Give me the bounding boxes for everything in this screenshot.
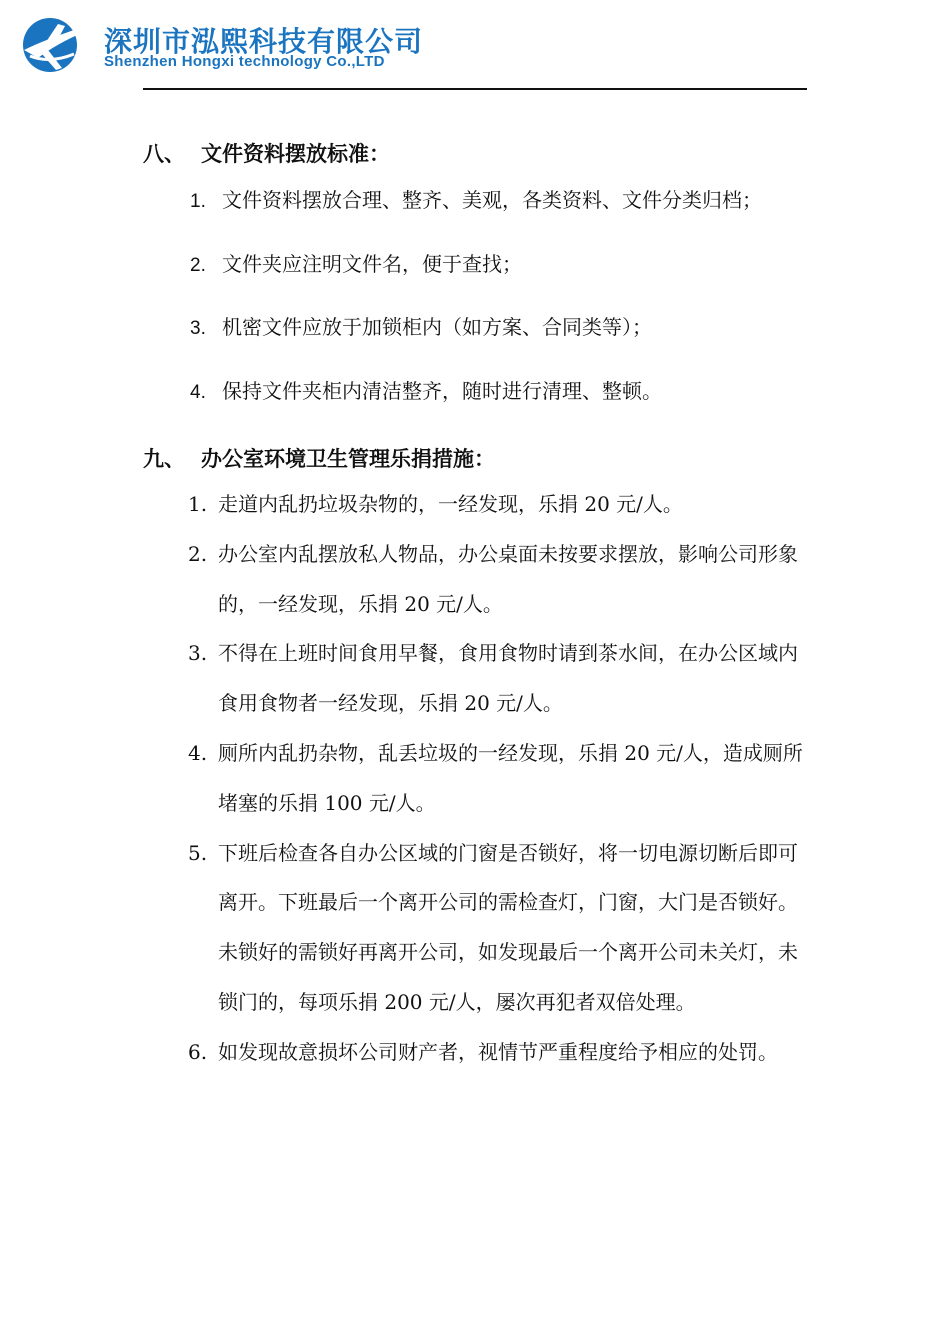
list-item-index: 4. [190, 381, 206, 403]
section-8-heading [143, 138, 390, 168]
list-item-index: 2. [188, 541, 208, 566]
section-8-number: 八、 [143, 142, 185, 166]
list-item-text: 如发现故意损坏公司财产者，视情节严重程度给予相应的处罚。 [218, 1039, 778, 1064]
list-item [188, 480, 808, 530]
list-item-index: 5. [188, 840, 208, 865]
list-item-index: 1. [188, 492, 208, 516]
section-9-heading [143, 443, 495, 473]
list-item-index: 4. [188, 740, 208, 765]
section-9-number: 九、 [143, 447, 185, 471]
section-9-list [188, 480, 808, 1078]
list-item [190, 373, 830, 437]
company-name-cn: 深圳市泓熙科技有限公司 [104, 25, 424, 58]
list-item-text: 保持文件夹柜内清洁整齐，随时进行清理、整顿。 [222, 378, 662, 403]
company-name-en: Shenzhen Hongxi technology Co.,LTD [104, 53, 385, 70]
list-item-index: 6. [188, 1039, 208, 1064]
list-item-index: 1. [190, 191, 206, 212]
section-8-title: 文件资料摆放标准： [201, 142, 390, 166]
list-item [188, 629, 808, 729]
list-item [188, 530, 808, 630]
list-item-text: 文件资料摆放合理、整齐、美观，各类资料、文件分类归档； [222, 188, 762, 212]
document-header [14, 14, 814, 84]
list-item-text: 厕所内乱扔杂物，乱丢垃圾的一经发现，乐捐 20 元/人，造成厕所堵塞的乐捐 100 元/人。 [218, 740, 803, 815]
airplane-globe-logo [14, 14, 86, 74]
list-item [188, 1028, 808, 1078]
list-item-index: 3. [190, 318, 206, 339]
list-item-index: 2. [190, 254, 206, 276]
list-item-text: 办公室内乱摆放私人物品，办公桌面未按要求摆放，影响公司形象的，一经发现，乐捐 20 元/人。 [218, 541, 798, 616]
header-divider [143, 88, 807, 90]
list-item-text: 下班后检查各自办公区域的门窗是否锁好，将一切电源切断后即可离开。下班最后一个离开公司的需检查灯，门窗，大门是否锁好。未锁好的需锁好再离开公司，如发现最后一个离开公司未关灯，未锁门的，每项乐捐 200 元/人，屡次再犯者双倍处理。 [218, 840, 798, 1014]
list-item [188, 829, 808, 1028]
list-item [190, 246, 830, 310]
list-item-text: 文件夹应注明文件名，便于查找； [222, 251, 522, 276]
list-item [188, 729, 808, 829]
section-8-list [190, 182, 830, 436]
section-9-title: 办公室环境卫生管理乐捐措施： [201, 447, 495, 471]
list-item-text: 不得在上班时间食用早餐，食用食物时请到茶水间，在办公区域内食用食物者一经发现，乐捐 20 元/人。 [218, 641, 798, 716]
list-item-index: 3. [188, 641, 208, 666]
list-item [190, 182, 830, 246]
list-item-text: 机密文件应放于加锁柜内（如方案、合同类等）； [222, 315, 652, 339]
list-item [190, 309, 830, 373]
list-item-text: 走道内乱扔垃圾杂物的，一经发现，乐捐 20 元/人。 [218, 492, 683, 516]
